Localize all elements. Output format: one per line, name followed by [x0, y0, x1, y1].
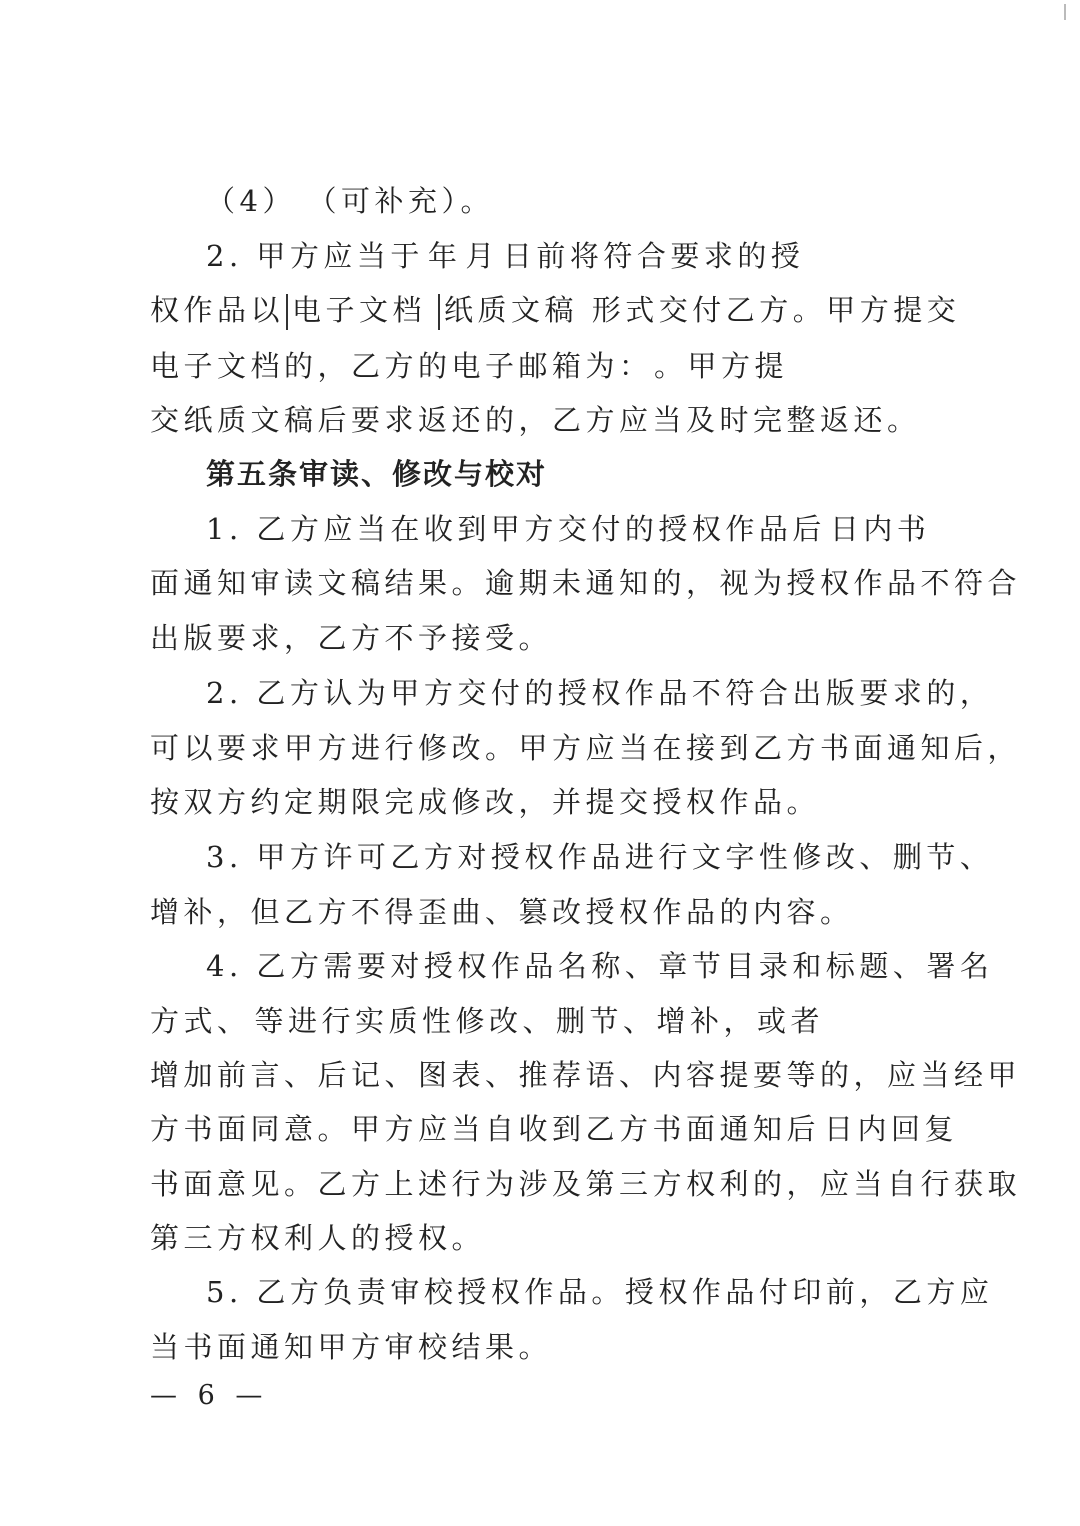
text: 月 — [465, 239, 499, 273]
text: 。甲方提 — [654, 349, 789, 383]
text: 第三方权利人的授权。 — [150, 1221, 486, 1255]
text: 电子文档 — [292, 293, 427, 327]
text: 按双方约定期限完成修改，并提交授权作品。 — [150, 785, 821, 819]
text: 5. 乙方负责审校授权作品。授权作品付印前，乙方应 — [206, 1275, 994, 1309]
text: 方书面同意。甲方应当自收到乙方书面通知后 — [150, 1112, 821, 1146]
clause-4-2-line-2 — [0, 290, 1080, 332]
text: 日内回复 — [824, 1112, 959, 1146]
clause-4-4-line — [0, 181, 1080, 223]
clause-5-5-line-2 — [0, 1327, 1080, 1367]
clause-5-4-line-1 — [0, 946, 1080, 986]
text: 当书面通知甲方审校结果。 — [150, 1330, 553, 1364]
clause-5-1-line-2 — [0, 563, 1080, 603]
clause-5-1-line-1 — [0, 509, 1080, 551]
text: 增加前言、后记、图表、推荐语、内容提要等的，应当经甲 — [150, 1058, 1022, 1092]
text: 日内书 — [829, 512, 931, 546]
article-5-heading — [0, 454, 1080, 494]
clause-4-2-line-3 — [0, 346, 1080, 388]
scan-edge-mark — [1064, 4, 1066, 20]
electronic-doc-checkbox[interactable] — [286, 294, 288, 330]
text: 3. 甲方许可乙方对授权作品进行文字性修改、删节、 — [206, 840, 994, 874]
text: 面通知审读文稿结果。逾期未通知的，视为授权作品不符合 — [150, 566, 1022, 600]
clause-5-4-line-5 — [0, 1164, 1080, 1204]
text: 权作品以 — [150, 293, 285, 327]
text: 电子文档的，乙方的电子邮箱为： — [150, 349, 639, 383]
text: 2. 乙方认为甲方交付的授权作品不符合出版要求的， — [206, 676, 994, 710]
text: 4. 乙方需要对授权作品名称、章节目录和标题、署名 — [206, 949, 994, 983]
clause-5-4-line-2 — [0, 1001, 1080, 1043]
text: 日前将符合要求的授 — [502, 239, 805, 273]
text: 可以要求甲方进行修改。甲方应当在接到乙方书面通知后， — [150, 731, 1022, 765]
text: 2. 甲方应当于 — [206, 239, 424, 273]
text: 增补，但乙方不得歪曲、篡改授权作品的内容。 — [150, 895, 854, 929]
text: 纸质文稿 形式交付乙方。甲方提交 — [444, 293, 961, 327]
text: 1. 乙方应当在收到甲方交付的授权作品后 — [206, 512, 826, 546]
text: 年 — [427, 239, 462, 273]
supplement-note: （可补充）。 — [321, 184, 494, 218]
clause-5-4-line-6 — [0, 1218, 1080, 1258]
clause-5-3-line-1 — [0, 837, 1080, 877]
article-number: 第五条 — [206, 457, 300, 491]
clause-5-1-line-3 — [0, 618, 1080, 658]
clause-5-2-line-2 — [0, 728, 1080, 768]
page-number: — 6 — — [150, 1380, 269, 1411]
clause-4-2-line-4 — [0, 400, 1080, 440]
text: 书面意见。乙方上述行为涉及第三方权利的，应当自行获取 — [150, 1167, 1022, 1201]
clause-5-3-line-2 — [0, 892, 1080, 932]
text: 交纸质文稿后要求返还的，乙方应当及时完整返还。 — [150, 403, 921, 437]
paper-doc-checkbox[interactable] — [438, 294, 440, 330]
item-number: （4） — [206, 184, 296, 218]
clause-5-5-line-1 — [0, 1272, 1080, 1312]
text: 方式、 — [150, 1004, 251, 1038]
clause-5-2-line-1 — [0, 673, 1080, 713]
article-title: 审读、修改与校对 — [299, 457, 548, 491]
clause-5-4-line-3 — [0, 1055, 1080, 1095]
text: 等进行实质性修改、删节、增补，或者 — [254, 1004, 825, 1038]
text: 出版要求，乙方不予接受。 — [150, 621, 553, 655]
clause-5-4-line-4 — [0, 1109, 1080, 1151]
clause-5-2-line-3 — [0, 782, 1080, 822]
clause-4-2-line-1 — [0, 236, 1080, 278]
